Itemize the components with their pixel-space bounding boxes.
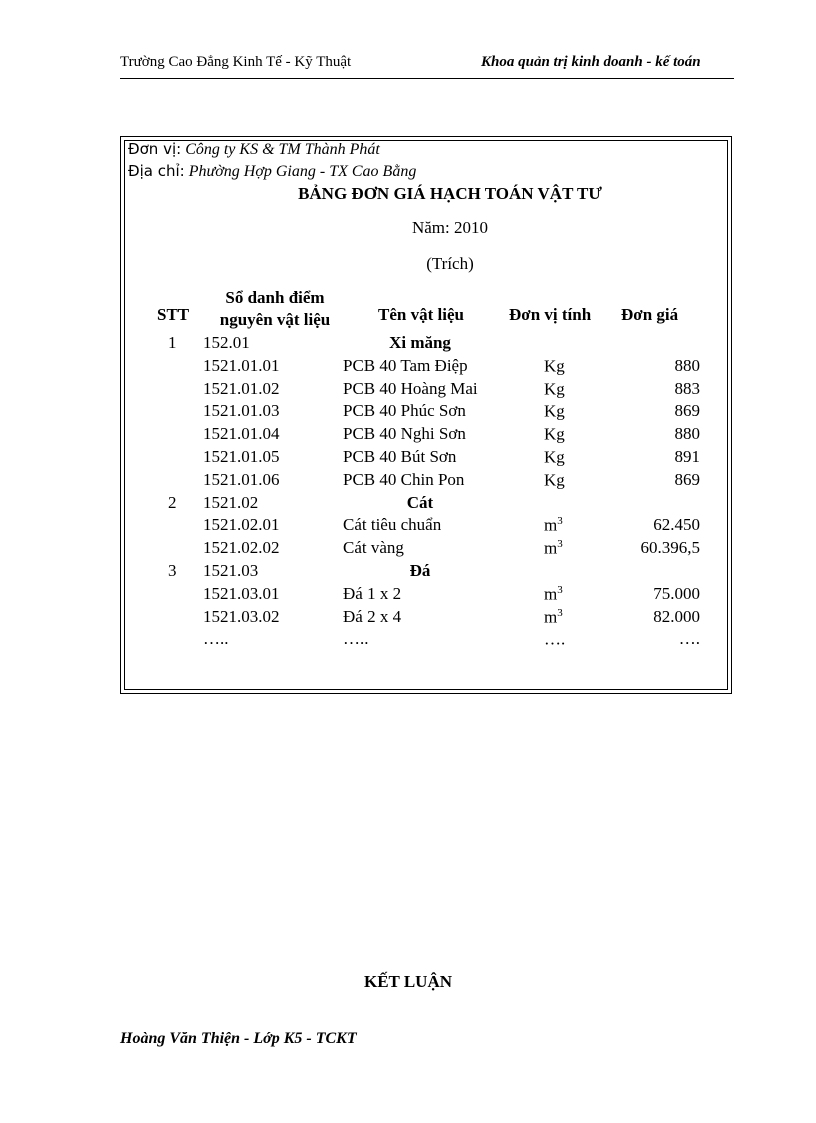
row-stt: 2 <box>168 493 177 512</box>
row-name: PCB 40 Bút Sơn <box>343 447 457 466</box>
row-code: 1521.01.02 <box>203 379 280 398</box>
row-price: 883 <box>674 379 700 398</box>
row-unit <box>544 356 565 377</box>
row-price: 869 <box>674 401 700 420</box>
row-name: PCB 40 Phúc Sơn <box>343 401 466 420</box>
table-extract-note: (Trích) <box>426 254 474 273</box>
row-unit <box>544 515 563 536</box>
row-price: 869 <box>674 470 700 489</box>
row-unit-text: m <box>544 584 558 604</box>
unit-label: Đơn vị: <box>128 140 182 158</box>
row-stt: 3 <box>168 561 177 580</box>
row-price: 62.450 <box>653 515 700 534</box>
row-unit <box>544 447 565 468</box>
row-unit <box>544 424 565 445</box>
row-name: Cát vàng <box>343 538 404 557</box>
row-name: PCB 40 Hoàng Mai <box>343 379 478 398</box>
row-name: PCB 40 Chin Pon <box>343 470 465 489</box>
conclusion-heading: KẾT LUẬN <box>363 972 452 991</box>
row-unit-text: Kg <box>544 447 565 467</box>
col-header-unit: Đơn vị tính <box>509 305 592 324</box>
row-code: ….. <box>203 629 229 648</box>
row-unit-text: Kg <box>544 424 565 444</box>
header-school-name: Trường Cao Đẳng Kinh Tế - Kỹ Thuật <box>120 54 352 70</box>
row-unit-text: Kg <box>544 356 565 376</box>
col-header-price: Đơn giá <box>621 305 679 324</box>
row-price: 880 <box>674 424 700 443</box>
row-unit-text: …. <box>544 629 566 649</box>
col-header-stt: STT <box>157 305 190 324</box>
row-code: 1521.01.04 <box>203 424 280 443</box>
row-name: Đá 2 x 4 <box>343 607 402 626</box>
unit-value: Công ty KS & TM Thành Phát <box>185 141 380 158</box>
row-unit-exponent: 3 <box>557 607 563 619</box>
row-code: 1521.02.01 <box>203 515 280 534</box>
col-header-code-line2: nguyên vật liệu <box>219 310 331 329</box>
row-group-name: Xi măng <box>389 333 451 352</box>
row-group-name: Cát <box>406 493 434 512</box>
row-code: 1521.01.01 <box>203 356 280 375</box>
row-code: 1521.03.01 <box>203 584 280 603</box>
row-code: 1521.02.02 <box>203 538 280 557</box>
row-name: Cát tiêu chuẩn <box>343 515 442 534</box>
header-divider <box>120 78 734 79</box>
row-name: PCB 40 Tam Điệp <box>343 356 468 375</box>
row-price: 82.000 <box>653 607 700 626</box>
row-unit-exponent: 3 <box>557 538 563 550</box>
row-unit-exponent: 3 <box>557 584 563 596</box>
company-unit-line <box>128 140 380 159</box>
row-unit <box>544 379 565 400</box>
row-stt: 1 <box>168 333 177 352</box>
row-price: 880 <box>674 356 700 375</box>
row-unit-text: m <box>544 607 558 627</box>
row-price: 891 <box>674 447 700 466</box>
row-price: 75.000 <box>653 584 700 603</box>
row-code: 1521.01.06 <box>203 470 280 489</box>
row-code: 1521.03.02 <box>203 607 280 626</box>
row-unit-text: Kg <box>544 401 565 421</box>
table-title: BẢNG ĐƠN GIÁ HẠCH TOÁN VẬT TƯ <box>298 184 602 203</box>
row-code: 1521.02 <box>203 493 259 512</box>
address-value: Phường Hợp Giang - TX Cao Bằng <box>188 163 417 180</box>
col-header-code-line1: Sổ danh điểm <box>225 288 325 307</box>
row-group-name: Đá <box>409 561 431 580</box>
row-unit <box>544 584 563 605</box>
row-name: Đá 1 x 2 <box>343 584 402 603</box>
row-code: 1521.01.05 <box>203 447 280 466</box>
row-unit-text: Kg <box>544 470 565 490</box>
row-code: 152.01 <box>203 333 250 352</box>
row-price: …. <box>678 629 700 648</box>
row-unit <box>544 607 563 628</box>
footer-author: Hoàng Văn Thiện - Lớp K5 - TCKT <box>120 1030 357 1047</box>
company-address-line <box>128 162 416 181</box>
row-unit-text: Kg <box>544 379 565 399</box>
row-unit-text: m <box>544 538 558 558</box>
row-unit-text: m <box>544 515 558 535</box>
row-unit-exponent: 3 <box>557 515 563 527</box>
row-name: PCB 40 Nghi Sơn <box>343 424 466 443</box>
col-header-name: Tên vật liệu <box>378 305 464 324</box>
row-name: ….. <box>343 629 369 648</box>
row-unit <box>544 629 565 650</box>
row-unit <box>544 470 565 491</box>
row-unit <box>544 401 565 422</box>
row-price: 60.396,5 <box>640 538 700 557</box>
row-code: 1521.03 <box>203 561 259 580</box>
header-faculty-name: Khoa quản trị kinh doanh - kế toán <box>481 54 701 70</box>
row-unit <box>544 538 563 559</box>
row-code: 1521.01.03 <box>203 401 280 420</box>
table-year: Năm: 2010 <box>411 218 489 237</box>
address-label: Địa chỉ: <box>128 162 185 180</box>
